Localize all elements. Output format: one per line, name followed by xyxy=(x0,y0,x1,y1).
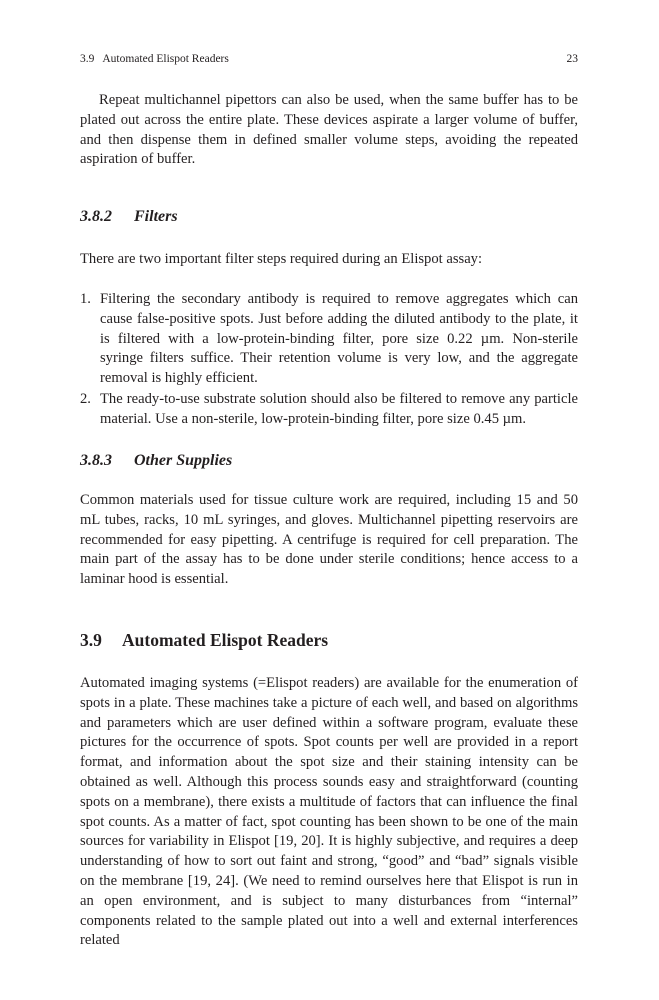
readers-heading-number: 3.9 xyxy=(80,630,102,650)
readers-heading xyxy=(80,629,328,651)
running-header-section xyxy=(80,52,229,66)
readers-heading-title: Automated Elispot Readers xyxy=(122,630,329,650)
filters-list xyxy=(80,290,578,431)
intro-paragraph: Repeat multichannel pipettors can also be used, when the same buffer has to be plated out across the entire plate. These devices aspirate a larger volume of buffer, and then dispense them in defined smaller volume steps, avoiding the repeated aspiration of buffer. xyxy=(80,92,578,168)
other-supplies-paragraph: Common materials used for tissue culture work are required, including 15 and 50 mL tubes, racks, 10 mL syringes, and gloves. Multichannel pipetting reservoirs are recommended for easy pipetting. A centrifuge is required for cell preparation. The main part of the assay has to be done under sterile conditions; hence access to a laminar hood is essential. xyxy=(80,492,578,588)
list-item-text: The ready-to-use substrate solution should also be filtered to remove any particle material. Use a non-sterile, low-protein-binding filter, pore size 0.45 µm. xyxy=(100,390,578,427)
list-item-text: Filtering the secondary antibody is required to remove aggregates which can cause false-positive spots. Just before adding the diluted antibody to the plate, it is filtered with a low-protein-binding filter, pore size 0.22 µm. Non-sterile syringe filters suffice. Their retention volume is very low, and the aggregate removal is highly efficient. xyxy=(100,291,578,387)
filters-heading-title: Filters xyxy=(134,208,178,225)
readers-paragraph: Automated imaging systems (=Elispot readers) are available for the enumeration of spots in a plate. These machines take a picture of each well, and based on algorithms and parameters which are user defined within a software program, evaluate these pictures for the occurrence of spots. Spot counts per well are provided in a report format, and information about the spot size and their staining intensity can be obtained as well. Although this process sounds easy and straightforward (counting spots on a membrane), there exists a multitude of factors that can influence the final spot counts. As a matter of fact, spot counting has been shown to be one of the main sources for variability in Elispot [19, 20]. It is highly subjective, and requires a deep understanding of how to sort out faint and strong, “good” and “bad” signals visible on the membrane [19, 24]. (We need to remind ourselves here that Elispot is run in an open environment, and is subject to many disturbances from “internal” components related to the sample plated out into a well and external interferences related xyxy=(80,675,578,949)
list-item-marker: 1. xyxy=(80,291,91,307)
filters-heading xyxy=(80,207,178,227)
filters-list-item xyxy=(80,390,578,430)
other-supplies-heading-title: Other Supplies xyxy=(134,452,233,469)
filters-list-item xyxy=(80,290,578,389)
page-number: 23 xyxy=(566,53,578,65)
list-item-marker: 2. xyxy=(80,390,91,407)
running-header-section-number: 3.9 xyxy=(80,53,95,65)
running-header-section-title: Automated Elispot Readers xyxy=(102,53,229,65)
other-supplies-heading-number: 3.8.3 xyxy=(80,452,112,469)
filters-heading-number: 3.8.2 xyxy=(80,208,112,225)
other-supplies-heading xyxy=(80,451,232,471)
filters-intro: There are two important filter steps required during an Elispot assay: xyxy=(80,251,483,267)
